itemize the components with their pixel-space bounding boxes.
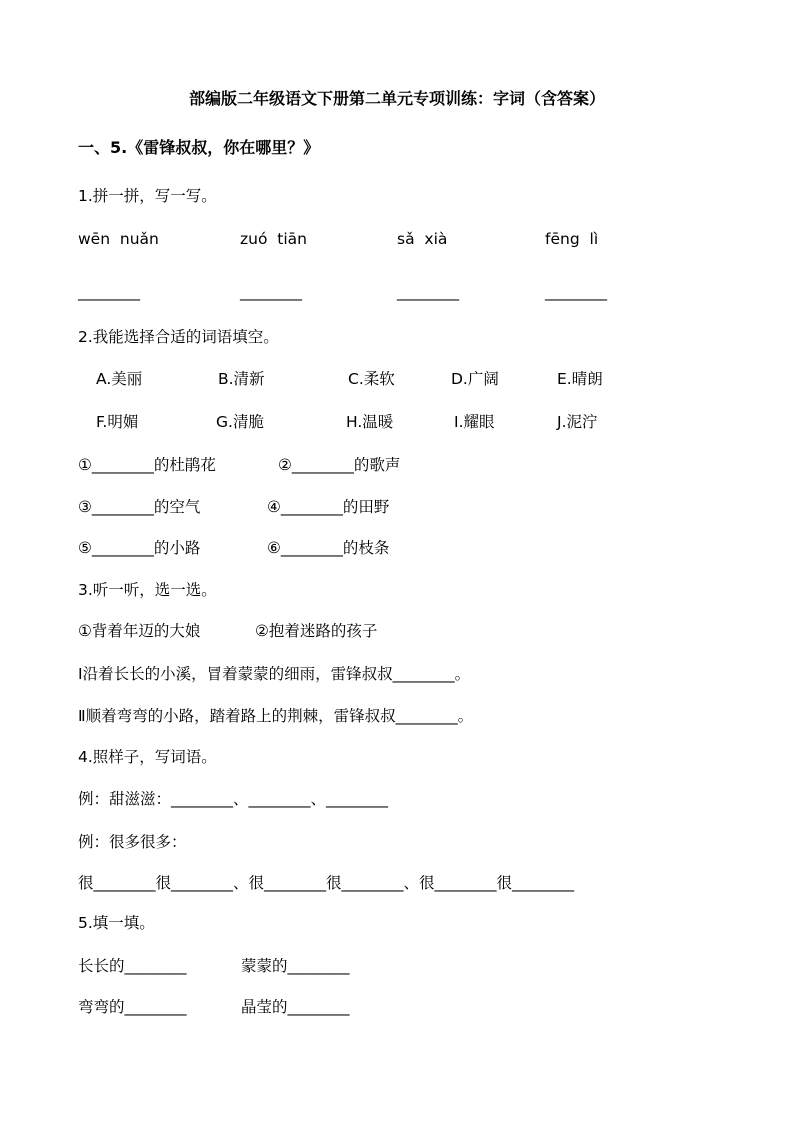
q2-heading: 2.我能选择合适的词语填空。	[78, 328, 279, 346]
answer-blank-2[interactable]: ________	[240, 283, 302, 301]
q3-heading: 3.听一听，选一选。	[78, 581, 217, 599]
option-e: E.晴朗	[557, 370, 603, 388]
option-b: B.清新	[218, 370, 265, 388]
option-i: I.耀眼	[454, 413, 495, 431]
sentence-1[interactable]: Ⅰ沿着长长的小溪，冒着蒙蒙的细雨，雷锋叔叔________。	[78, 665, 471, 683]
answer-blank-3[interactable]: ________	[397, 283, 459, 301]
pinyin-2: zuó tiān	[240, 230, 308, 248]
fill-item-3[interactable]: ③________的空气	[78, 498, 201, 516]
fill-phrase-3[interactable]: 弯弯的________	[78, 998, 187, 1016]
option-c: C.柔软	[348, 370, 395, 388]
fill-item-6[interactable]: ⑥________的枝条	[267, 539, 390, 557]
answer-blank-1[interactable]: ________	[78, 283, 140, 301]
option-f: F.明媚	[96, 413, 139, 431]
option-g: G.清脆	[216, 413, 264, 431]
sentence-2[interactable]: Ⅱ顺着弯弯的小路，踏着路上的荆棘，雷锋叔叔________。	[78, 707, 474, 725]
choice-2: ②抱着迷路的孩子	[255, 622, 378, 640]
q1-heading: 1.拼一拼，写一写。	[78, 187, 217, 205]
section-heading: 一、5.《雷锋叔叔，你在哪里？》	[78, 138, 320, 157]
choice-1: ①背着年迈的大娘	[78, 622, 201, 640]
fill-phrase-2[interactable]: 蒙蒙的________	[241, 957, 350, 975]
option-a: A.美丽	[96, 370, 143, 388]
fill-item-5[interactable]: ⑤________的小路	[78, 539, 201, 557]
page-title: 部编版二年级语文下册第二单元专项训练：字词（含答案）	[188, 89, 605, 108]
example-1[interactable]: 例：甜滋滋：________、________、________	[78, 790, 389, 808]
fill-item-2[interactable]: ②________的歌声	[278, 456, 401, 474]
pattern-line[interactable]: 很________很________、很________很________、很________很________	[78, 874, 575, 892]
fill-phrase-1[interactable]: 长长的________	[78, 957, 187, 975]
option-j: J.泥泞	[557, 413, 598, 431]
q4-heading: 4.照样子，写词语。	[78, 748, 217, 766]
example-2: 例：很多很多：	[78, 833, 187, 851]
option-h: H.温暖	[346, 413, 394, 431]
answer-blank-4[interactable]: ________	[545, 283, 607, 301]
pinyin-1: wēn nuǎn	[78, 230, 159, 248]
pinyin-4: fēng lì	[545, 230, 599, 248]
option-d: D.广阔	[451, 370, 499, 388]
fill-item-4[interactable]: ④________的田野	[267, 498, 390, 516]
fill-phrase-4[interactable]: 晶莹的________	[241, 998, 350, 1016]
pinyin-3: sǎ xià	[397, 230, 448, 248]
fill-item-1[interactable]: ①________的杜鹃花	[78, 456, 216, 474]
q5-heading: 5.填一填。	[78, 914, 155, 932]
